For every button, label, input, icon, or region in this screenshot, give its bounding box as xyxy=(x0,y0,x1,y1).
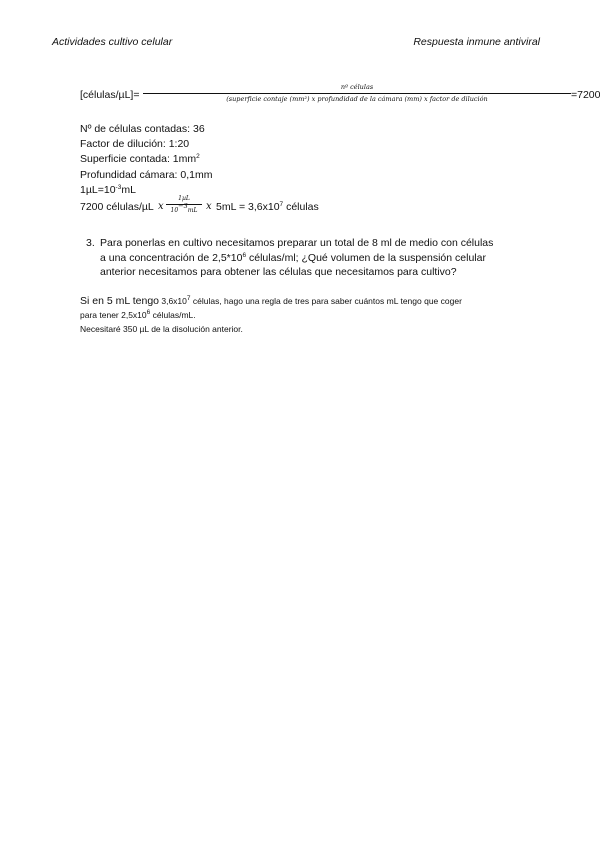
answer-line-1 xyxy=(80,294,550,309)
calc-den-base: 10 xyxy=(170,207,179,214)
cell-concentration-formula xyxy=(80,83,600,109)
formula-fraction xyxy=(143,83,571,104)
question-line-2-a: a una concentración de 2,5*10 xyxy=(100,251,243,264)
answer-value: 3,6x10 xyxy=(159,296,187,306)
ul-unit: mL xyxy=(121,183,136,196)
fraction-bar xyxy=(143,93,571,94)
surface-exponent: 2 xyxy=(196,153,200,161)
question-line-2 xyxy=(100,251,526,266)
header-left-title: Actividades cultivo celular xyxy=(52,36,173,48)
formula-result: =7200 xyxy=(571,89,600,101)
formula-numerator: nº células xyxy=(340,83,374,91)
data-list xyxy=(80,122,212,198)
calc-den-exp: −3 xyxy=(178,202,188,210)
calc-exp: 7 xyxy=(279,201,284,208)
answer-line-2-exp: 6 xyxy=(146,309,151,316)
question-line-3: anterior necesitamos para obtener las células que necesitamos para cultivo? xyxy=(100,266,457,278)
calc-times-1: x xyxy=(158,201,164,212)
answer-conclusion: Necesitaré 350 µL de la disolución anterior. xyxy=(80,324,243,334)
calc-den-unit: mL xyxy=(187,207,198,214)
dilution-factor-line: Factor de dilución: 1:20 xyxy=(80,138,190,151)
cells-counted-line: Nº de células contadas: 36 xyxy=(80,123,205,135)
question-line-1: Para ponerlas en cultivo necesitamos preparar un total de 8 ml de medio con células xyxy=(100,237,494,249)
calc-end: células xyxy=(283,201,319,213)
header-right-title: Respuesta inmune antiviral xyxy=(413,36,540,48)
answer-line-2-b: células/mL. xyxy=(150,310,196,320)
question-line-2-exp: 6 xyxy=(242,251,247,259)
calc-result xyxy=(216,201,319,213)
answer-start: Si en 5 mL tengo xyxy=(80,295,159,307)
calc-fraction xyxy=(166,195,202,215)
ul-text: 1µL=10 xyxy=(80,183,116,196)
question-text xyxy=(100,236,526,280)
question-line-2-b: células/ml; ¿Qué volumen de la suspensión celular xyxy=(246,251,486,264)
answer-block xyxy=(80,294,550,336)
page-header xyxy=(52,36,540,52)
answer-line-2 xyxy=(80,309,550,321)
calc-times-2: x xyxy=(206,201,212,212)
formula-lhs: [células/µL]= xyxy=(80,89,140,101)
question-number: 3. xyxy=(86,237,95,249)
calc-frac-denominator xyxy=(166,202,202,215)
formula-denominator: (superficie contaje (mm²) x profundidad de la cámara (mm) x factor de dilución xyxy=(226,95,488,103)
answer-value-exp: 7 xyxy=(186,295,191,302)
question-3 xyxy=(86,236,526,280)
calc-frac-numerator: 1µL xyxy=(178,195,190,202)
depth-line: Profundidad cámara: 0,1mm xyxy=(80,168,213,181)
calc-mid: 5mL = 3,6x10 xyxy=(216,201,280,213)
surface-line xyxy=(80,152,212,167)
answer-line-2-a: para tener 2,5x10 xyxy=(80,310,147,320)
surface-text: Superficie contada: 1mm xyxy=(80,153,197,166)
calc-start: 7200 células/µL xyxy=(80,201,154,213)
ul-exponent: -3 xyxy=(115,183,122,191)
answer-rest: células, hago una regla de tres para saber cuántos mL tengo que coger xyxy=(190,296,462,306)
